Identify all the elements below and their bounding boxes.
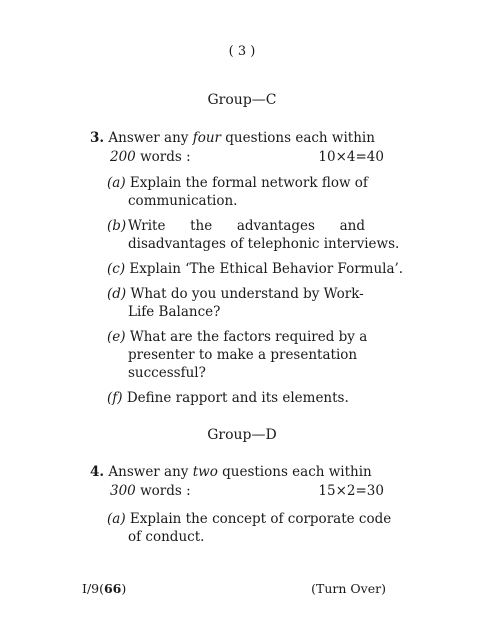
q3-text-pre: Answer any (108, 130, 193, 146)
q3-text-emphasis: four (192, 130, 221, 146)
q4-item-a (107, 511, 391, 527)
item-label: (d) (107, 286, 127, 302)
item-label: (c) (107, 261, 126, 277)
word: Write (128, 218, 166, 234)
paper-code (82, 581, 126, 596)
q3-item-e-line2: presenter to make a presentation (128, 347, 358, 363)
group-d-heading: Group—D (207, 427, 277, 443)
word: advantages (236, 218, 315, 234)
q4-text-pre: Answer any (108, 464, 193, 480)
paper-code-prefix: I/9( (82, 581, 104, 596)
q4-text-post: questions each within (217, 464, 372, 480)
q4-number: 4. (90, 464, 105, 480)
q4-word-limit: 300 (110, 483, 136, 499)
item-text: Explain the formal network flow of (129, 175, 368, 191)
item-text-justified (128, 218, 365, 234)
q4-item-a-line2: of conduct. (128, 529, 205, 545)
q3-item-a (107, 175, 368, 191)
q3-word-limit: 200 (110, 149, 136, 165)
word: the (190, 218, 213, 234)
item-text: Explain ‘The Ethical Behavior Formula’. (129, 261, 404, 277)
item-label: (e) (107, 329, 126, 345)
item-text: Define rapport and its elements. (126, 390, 349, 406)
q4-line1 (90, 464, 372, 480)
paper-code-suffix: ) (121, 581, 127, 596)
word: and (339, 218, 365, 234)
q3-item-b (107, 218, 365, 234)
item-label: (a) (107, 175, 126, 191)
item-label: (b) (107, 218, 127, 234)
q3-word-suffix: words : (135, 149, 191, 165)
page-number: ( 3 ) (228, 44, 256, 59)
q3-item-a-line2: communication. (128, 193, 238, 209)
q3-item-e-line3: successful? (128, 365, 206, 381)
item-text: What do you understand by Work- (130, 286, 364, 302)
q3-line1 (90, 130, 375, 146)
q3-item-f (107, 390, 349, 406)
turn-over-note: (Turn Over) (311, 581, 386, 596)
item-text: What are the factors required by a (129, 329, 368, 345)
q3-line2 (110, 149, 191, 165)
q3-marks: 10×4=40 (318, 149, 384, 165)
group-c-heading: Group—C (207, 92, 277, 108)
q3-item-b-line2: disadvantages of telephonic interviews. (128, 236, 400, 252)
q4-text-emphasis: two (192, 464, 218, 480)
item-text: Explain the concept of corporate code (129, 511, 392, 527)
q3-text-post: questions each within (221, 130, 375, 146)
q4-word-suffix: words : (135, 483, 191, 499)
item-label: (f) (107, 390, 123, 406)
q4-marks: 15×2=30 (318, 483, 384, 499)
item-label: (a) (107, 511, 126, 527)
q3-item-d (107, 286, 364, 302)
q4-line2 (110, 483, 191, 499)
paper-code-number: 66 (103, 581, 122, 596)
q3-item-d-line2: Life Balance? (128, 304, 221, 320)
q3-number: 3. (90, 130, 105, 146)
q3-item-c (107, 261, 403, 277)
q3-item-e (107, 329, 367, 345)
